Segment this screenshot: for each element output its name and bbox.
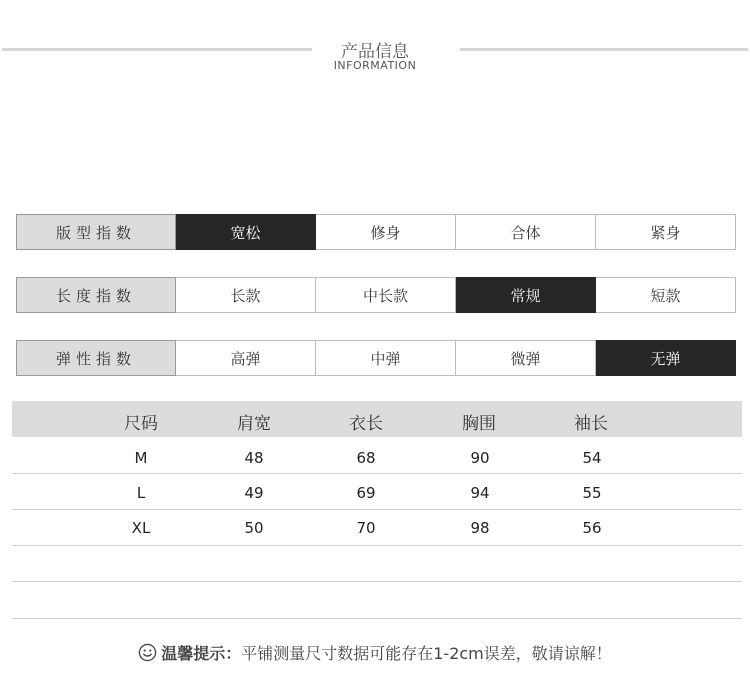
table-cell: 98	[470, 519, 490, 537]
col-header-sleeve: 袖长	[574, 414, 608, 434]
page-title: 产品信息	[341, 42, 409, 62]
table-row-divider	[12, 509, 742, 510]
stretch-index-label: 弹性指数	[16, 340, 176, 376]
table-cell: 55	[582, 484, 602, 502]
col-header-size: 尺码	[124, 414, 158, 434]
length-option-regular: 常规	[456, 277, 596, 313]
table-cell: 48	[244, 449, 264, 467]
table-cell: 90	[470, 449, 490, 467]
length-index-row	[16, 277, 736, 313]
stretch-option-medium: 中弹	[316, 340, 456, 376]
table-cell: M	[134, 449, 148, 467]
table-cell: 49	[244, 484, 264, 502]
stretch-option-high: 高弹	[176, 340, 316, 376]
fit-option-regular: 合体	[456, 214, 596, 250]
tip-label: 温馨提示：	[161, 644, 242, 663]
table-cell: 94	[470, 484, 490, 502]
fit-option-loose: 宽松	[176, 214, 316, 250]
fit-option-slim: 修身	[316, 214, 456, 250]
length-option-long: 长款	[176, 277, 316, 313]
fit-index-label: 版型指数	[16, 214, 176, 250]
stretch-option-slight: 微弹	[456, 340, 596, 376]
length-option-mid-long: 中长款	[316, 277, 456, 313]
measurement-tip	[0, 641, 750, 664]
col-header-chest: 胸围	[462, 414, 496, 434]
table-cell: 56	[582, 519, 602, 537]
length-option-short: 短款	[596, 277, 736, 313]
table-cell: L	[136, 484, 146, 502]
table-cell: 50	[244, 519, 264, 537]
col-header-shoulder: 肩宽	[237, 414, 271, 434]
fit-index-row	[16, 214, 736, 250]
fit-option-tight: 紧身	[596, 214, 736, 250]
table-row-divider	[12, 618, 742, 619]
tip-text: 平铺测量尺寸数据可能存在1-2cm误差，敬请谅解！	[241, 644, 612, 663]
table-cell: 69	[356, 484, 376, 502]
table-cell: 54	[582, 449, 602, 467]
table-row-divider	[12, 581, 742, 582]
stretch-option-none: 无弹	[596, 340, 736, 376]
stretch-index-row	[16, 340, 736, 376]
table-cell: 70	[356, 519, 376, 537]
table-row-divider	[12, 545, 742, 546]
table-cell: 68	[356, 449, 376, 467]
col-header-length: 衣长	[349, 414, 383, 434]
table-row-divider	[12, 473, 742, 474]
page-subtitle: INFORMATION	[333, 59, 417, 72]
length-index-label: 长度指数	[16, 277, 176, 313]
table-cell: XL	[131, 519, 151, 537]
smile-icon	[138, 643, 157, 662]
